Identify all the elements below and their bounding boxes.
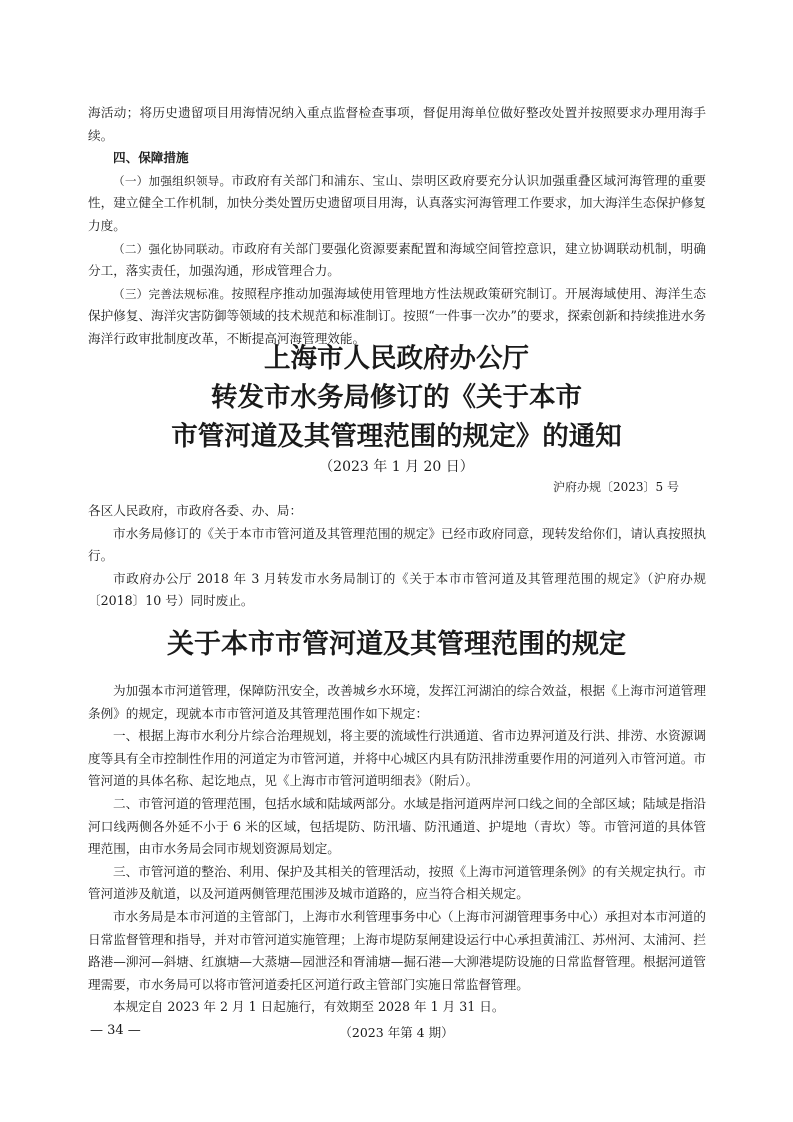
notice-title-line-2: 转发市水务局修订的《关于本市	[211, 382, 582, 413]
previous-section	[88, 102, 706, 351]
regulation-paragraph: 一、根据上海市水利分片综合治理规划，将主要的流域性行洪通道、省市边界河道及行洪、排涝、水资源调度等具有全市控制性作用的河道定为市管河道，并将中心城区内具有防汛排涝重要作用的河道列入市管河道。市管河道的具体名称、起讫地点，见《上海市市管河道明细表》（附后）。	[88, 728, 706, 789]
notice-title-line-3: 市管河道及其管理范围的规定》的通知	[171, 421, 622, 452]
notice-title-line-1: 上海市人民政府办公厅	[264, 343, 529, 374]
notice-paragraph: 市政府办公厅 2018 年 3 月转发市水务局制订的《关于本市市管河道及其管理范围的规定》（沪府办规〔2018〕10 号）同时废止。	[88, 570, 706, 609]
issue-label: （2023 年第 4 期）	[339, 1025, 454, 1040]
regulation-paragraph: 本规定自 2023 年 2 月 1 日起施行，有效期至 2028 年 1 月 31 日。	[113, 999, 505, 1015]
measure-item-2	[88, 238, 706, 283]
notice-date: （2023 年 1 月 20 日）	[319, 459, 474, 475]
section-heading: 四、保障措施	[113, 150, 189, 166]
measure-lead: （一）加强组织领导。	[113, 173, 232, 188]
regulation-title: 关于本市市管河道及其管理范围的规定	[167, 629, 626, 660]
notice-paragraph: 市水务局修订的《关于本市市管河道及其管理范围的规定》已经市政府同意，现转发给你们，请认真按照执行。	[88, 525, 706, 564]
regulation-paragraph: 三、市管河道的整治、利用、保护及其相关的管理活动，按照《上海市河道管理条例》的有关规定执行。市管河道涉及航道，以及河道两侧管理范围涉及城市道路的，应当符合相关规定。	[88, 863, 706, 902]
regulation-paragraph: 为加强本市河道管理，保障防汛安全，改善城乡水环境，发挥江河湖泊的综合效益，根据《上海市河道管理条例》的规定，现就本市市管河道及其管理范围作如下规定：	[88, 683, 706, 721]
measure-lead: （二）强化协同联动。	[113, 241, 232, 256]
measure-text: 按照程序推动加强海域使用管理地方性法规政策研究制订。开展海域使用、海洋生态保护修复、海洋灾害防御等领域的技术规范和标准制订。按照“一件事一次办”的要求，探索创新和持续推进水务海洋行政审批制度改革，不断提高河海管理效能。	[88, 285, 706, 346]
document-number: 沪府办规〔2023〕5 号	[553, 480, 679, 494]
notice-body	[88, 500, 706, 613]
salutation: 各区人民政府，市政府各委、办、局：	[88, 503, 303, 518]
regulation-body	[88, 680, 706, 1019]
regulation-paragraph: 二、市管河道的管理范围，包括水域和陆域两部分。水域是指河道两岸河口线之间的全部区域；陆域是指沿河口线两侧各外延不小于 6 米的区域，包括堤防、防汛墙、防汛通道、护堤地（青坎）等。市管河道的具体管理范围，由市水务局会同市规划资源局划定。	[88, 795, 706, 857]
measure-lead: （三）完善法规标准。	[113, 286, 232, 301]
continuation-paragraph: 海活动；将历史遗留项目用海情况纳入重点监督检查事项，督促用海单位做好整改处置并按照要求办理用海手续。	[88, 105, 706, 143]
measure-item-1	[88, 170, 706, 238]
measure-text: 市政府有关部门要强化资源要素配置和海域空间管控意识，建立协调联动机制，明确分工，落实责任，加强沟通，形成管理合力。	[88, 240, 706, 279]
page-number: — 34 —	[90, 1023, 141, 1038]
regulation-paragraph: 市水务局是本市河道的主管部门，上海市水利管理事务中心（上海市河湖管理事务中心）承担对本市河道的日常监督管理和指导，并对市管河道实施管理；上海市堤防泵闸建设运行中心承担黄浦江、苏州河、太浦河、拦路港—泖河—斜塘、红旗塘—大蒸塘—园泄泾和胥浦塘—掘石港—大泖港堤防设施的日常监督管理。根据河道管理需要，市水务局可以将市管河道委托区河道行政主管部门实施日常监督管理。	[88, 908, 706, 992]
measure-text: 市政府有关部门和浦东、宝山、崇明区政府要充分认识加强重叠区域河海管理的重要性，建立健全工作机制，加快分类处置历史遗留项目用海，认真落实河海管理工作要求，加大海洋生态保护修复力度。	[88, 172, 706, 233]
